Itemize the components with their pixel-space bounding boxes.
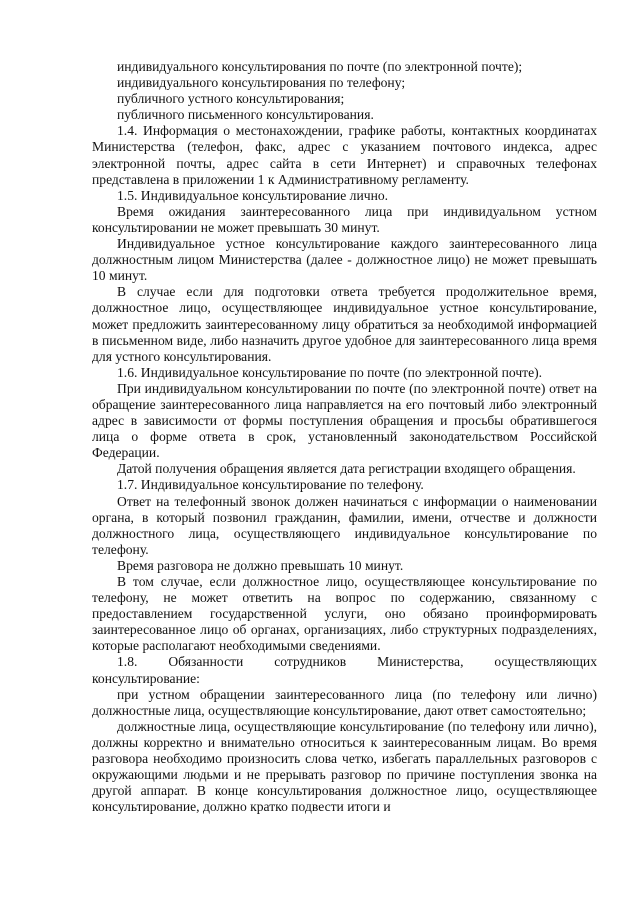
paragraph-mail-answer: При индивидуальном консультировании по почте (по электронной почте) ответ на обращение заинтересованного лица направляется на его почтовый либо электронный адрес в зависимости от формы поступления обращения и просьбы обратившегося лица о форме ответа в срок, установленный законодательством Российской Федерации.	[92, 380, 597, 461]
paragraph-1-7-heading: 1.7. Индивидуальное консультирование по телефону.	[117, 477, 424, 493]
paragraph-oral-request: при устном обращении заинтересованного лица (по телефону или лично) должностные лица, осуществляющие консультирование, дают ответ самостоятельно;	[92, 686, 597, 718]
paragraph-receipt-date: Датой получения обращения является дата регистрации входящего обращения.	[117, 461, 576, 477]
paragraph-wait-time: Время ожидания заинтересованного лица при индивидуальном устном консультировании не может превышать 30 минут.	[92, 203, 597, 235]
paragraph-cannot-answer: В том случае, если должностное лицо, осуществляющее консультирование по телефону, не может ответить на вопрос по содержанию, связанному с предоставлением государственной услуги, оно обязано проинформировать заинтересованное лицо об органах, организациях, либо структурных подразделениях, которые располагают необходимыми сведениями.	[92, 574, 597, 654]
paragraph-phone-answer: Ответ на телефонный звонок должен начинаться с информации о наименовании органа, в который позвонил гражданин, фамилии, имени, отчестве и должности должностного лица, осуществляющего индивидуальное консультирование по телефону.	[92, 493, 597, 557]
paragraph-1-4: 1.4. Информация о местонахождении, графике работы, контактных координатах Министерства (телефон, факс, адрес с указанием почтового индекса, адрес электронной почты, адрес сайта в сети Интернет) и справочных телефонах представлена в приложении 1 к Административному регламенту.	[92, 123, 597, 187]
paragraph-1-6-heading: 1.6. Индивидуальное консультирование по почте (по электронной почте).	[117, 364, 543, 380]
document-page	[92, 59, 597, 815]
paragraph-consult-email: индивидуального консультирования по почте (по электронной почте);	[117, 59, 523, 74]
paragraph-long-answer: В случае если для подготовки ответа требуется продолжительное время, должностное лицо, осуществляющее индивидуальное устное консультирование, может предложить заинтересованному лицу обратиться за необходимой информацией в письменном виде, либо назначить другое удобное для заинтересованного лица время для устного консультирования.	[92, 284, 597, 364]
paragraph-1-5-heading: 1.5. Индивидуальное консультирование лично.	[117, 187, 389, 203]
paragraph-consult-public-oral: публичного устного консультирования;	[117, 91, 345, 107]
paragraph-1-8-heading: 1.8. Обязанности сотрудников Министерства, осуществляющих консультирование:	[92, 654, 597, 686]
paragraph-consult-phone: индивидуального консультирования по телефону;	[117, 75, 406, 91]
paragraph-consult-public-written: публичного письменного консультирования.	[117, 107, 374, 123]
paragraph-conduct-rules: должностные лица, осуществляющие консультирование (по телефону или лично), должны корректно и внимательно относиться к заинтересованным лицам. Во время разговора необходимо произносить слова четко, избегать параллельных разговоров с окружающими людьми и не прерывать разговор по причине поступления звонка на другой аппарат. В конце консультирования должностное лицо, осуществляющее консультирование, должно кратко подвести итоги и	[92, 718, 597, 815]
paragraph-oral-duration: Индивидуальное устное консультирование каждого заинтересованного лица должностным лицом Министерства (далее - должностное лицо) не может превышать 10 минут.	[92, 236, 597, 284]
paragraph-call-duration: Время разговора не должно превышать 10 минут.	[117, 557, 404, 573]
